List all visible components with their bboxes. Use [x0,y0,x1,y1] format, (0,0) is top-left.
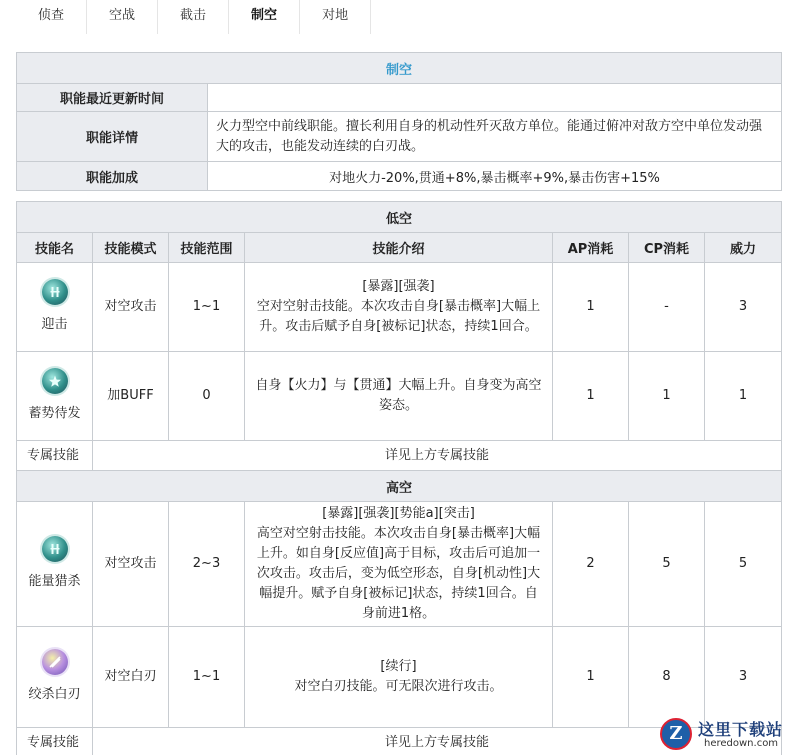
skill-range: 1~1 [169,627,245,728]
skill-tags: [暴露][强袭][势能a][突击] [322,506,475,521]
ap-cost: 1 [553,352,629,441]
skill-mode: 对空攻击 [93,263,169,352]
col-skill-mode: 技能模式 [93,233,169,263]
role-info-table [16,52,782,191]
skill-tags: [暴露][强袭] [362,279,435,294]
section-high-altitude: 高空 [17,471,782,502]
skill-desc [245,627,553,728]
update-time-value [208,84,782,112]
role-bonus-value: 对地火力-20%,贯通+8%,暴击概率+9%,暴击伤害+15% [208,162,782,191]
skill-tags: [续行] [380,659,417,674]
skill-desc [245,502,553,627]
power: 3 [705,627,782,728]
col-skill-range: 技能范围 [169,233,245,263]
exclusive-skill-text: 详见上方专属技能 [93,441,782,471]
ap-cost: 2 [553,502,629,627]
skill-mode: 对空攻击 [93,502,169,627]
skill-range: 1~1 [169,263,245,352]
skill-desc-text: 自身【火力】与【贯通】大幅上升。自身变为高空姿态。 [255,378,542,413]
purple-slash-icon [42,649,68,675]
skill-name: 蓄势待发 [28,406,81,421]
skill-name: 绞杀白刃 [28,687,81,702]
skill-name: 迎击 [41,317,68,332]
ap-cost: 1 [553,627,629,728]
skill-desc-text: 对空白刃技能。可无限次进行攻击。 [294,679,503,694]
skill-name-cell [17,502,93,627]
role-tabs [16,0,371,34]
cp-cost: 1 [629,352,705,441]
watermark-logo-icon: Z [660,718,692,750]
role-detail-label: 职能详情 [17,112,208,162]
col-ap-cost: AP消耗 [553,233,629,263]
skill-desc-text: 空对空射击技能。本次攻击自身[暴击概率]大幅上升。攻击后赋予自身[被标记]状态，持续1回合。 [256,299,541,334]
role-title: 制空 [17,53,782,84]
skill-range: 0 [169,352,245,441]
skill-name-cell [17,352,93,441]
skill-range: 2~3 [169,502,245,627]
skill-name-cell [17,627,93,728]
tab-scout[interactable]: 侦查 [16,0,87,34]
table-row [17,502,782,627]
exclusive-skill-text: 详见上方专属技能 [93,728,782,755]
skill-desc-text: 高空对空射击技能。本次攻击自身[暴击概率]大幅上升。如自身[反应值]高于目标，攻击后可追加一次攻击。攻击后，变为低空形态，自身[机动性]大幅提升。赋予自身[被标记]状态，持续1回合。自身前进1格。 [256,526,541,621]
col-cp-cost: CP消耗 [629,233,705,263]
role-bonus-label: 职能加成 [17,162,208,191]
skill-mode: 加BUFF [93,352,169,441]
col-skill-desc: 技能介绍 [245,233,553,263]
col-skill-name: 技能名 [17,233,93,263]
skill-name: 能量猎杀 [28,574,81,589]
watermark-title: 这里下载站 [698,720,784,739]
skill-desc [245,263,553,352]
skill-mode: 对空白刃 [93,627,169,728]
tab-ground-attack[interactable]: 对地 [300,0,371,34]
skills-table [16,201,782,755]
exclusive-skill-label: 专属技能 [17,441,93,471]
tab-air-superiority[interactable]: 制空 [229,0,300,34]
teal-strike-icon [42,536,68,562]
tab-air-combat[interactable]: 空战 [87,0,158,34]
cp-cost: 5 [629,502,705,627]
section-low-altitude: 低空 [17,202,782,233]
table-row [17,627,782,728]
table-row [17,441,782,471]
skill-desc [245,352,553,441]
exclusive-skill-label: 专属技能 [17,728,93,755]
watermark-url: heredown.com [704,738,779,749]
power: 3 [705,263,782,352]
col-power: 威力 [705,233,782,263]
tab-intercept[interactable]: 截击 [158,0,229,34]
teal-star-icon [42,368,68,394]
table-row [17,352,782,441]
power: 5 [705,502,782,627]
skill-name-cell [17,263,93,352]
power: 1 [705,352,782,441]
update-time-label: 职能最近更新时间 [17,84,208,112]
cp-cost: 8 [629,627,705,728]
role-detail-value: 火力型空中前线职能。擅长利用自身的机动性歼灭敌方单位。能通过俯冲对敌方空中单位发动强大的攻击，也能发动连续的白刃战。 [208,112,782,162]
cp-cost: - [629,263,705,352]
ap-cost: 1 [553,263,629,352]
site-watermark [660,716,792,752]
teal-strike-icon [42,279,68,305]
table-row [17,263,782,352]
